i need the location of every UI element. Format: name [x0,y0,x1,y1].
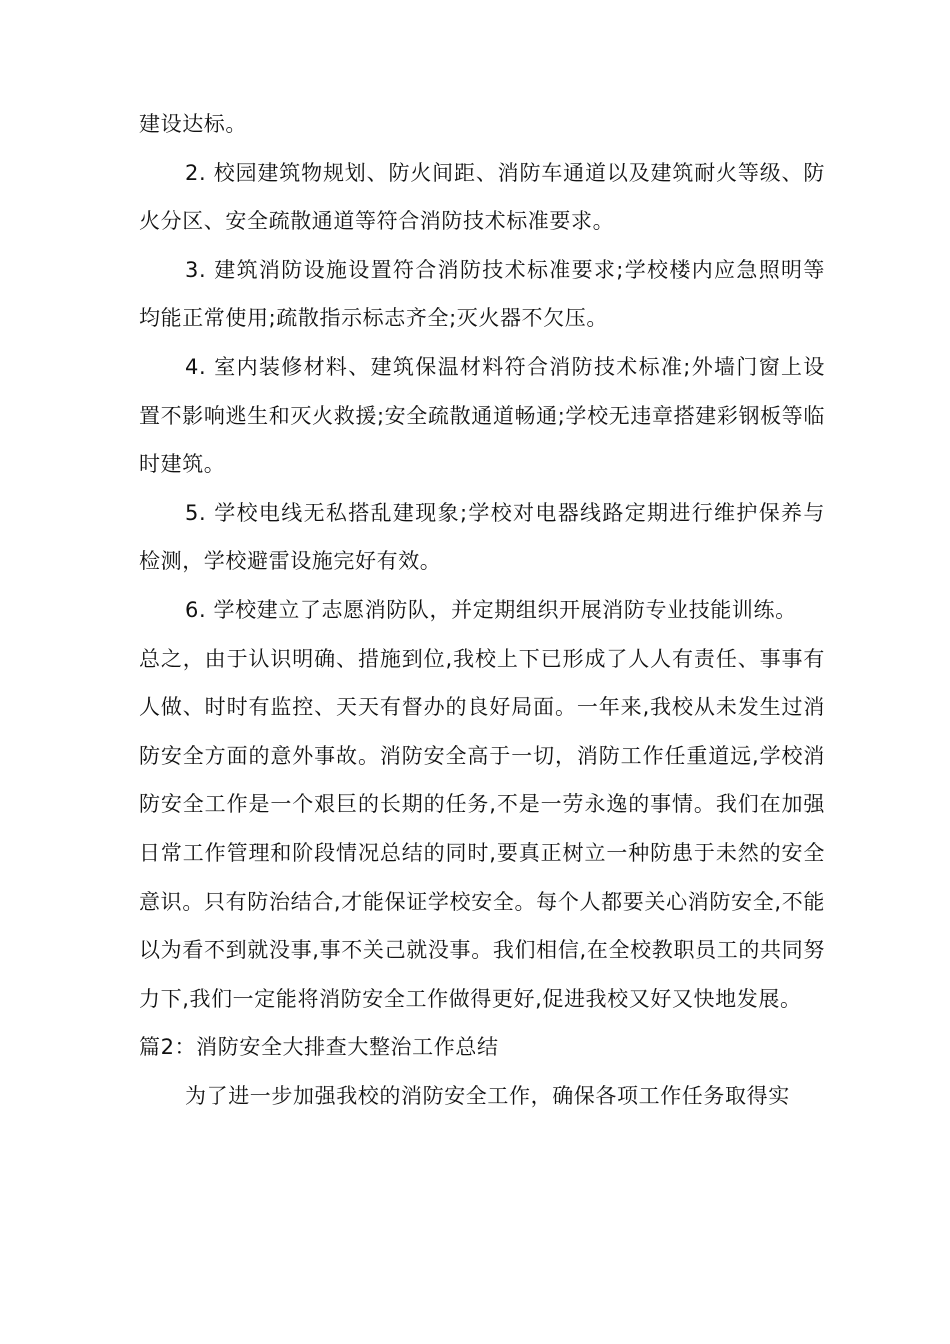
intro-paragraph: 为了进一步加强我校的消防安全工作，确保各项工作任务取得实 [185,1083,790,1108]
list-item-4: 4. 室内装修材料、建筑保温材料符合消防技术标准;外墙门窗上设置不影响逃生和灭火救援;安全疏散通道畅通;学校无违章搭建彩钢板等临时建筑。 [139,354,825,477]
document-body [139,100,825,1120]
list-item-6: 6. 学校建立了志愿消防队，并定期组织开展消防专业技能训练。 [185,597,797,622]
list-item-3: 3. 建筑消防设施设置符合消防技术标准要求;学校楼内应急照明等均能正常使用;疏散指示标志齐全;灭火器不欠压。 [139,257,825,331]
summary-paragraph: 总之，由于认识明确、措施到位,我校上下已形成了人人有责任、事事有人做、时时有监控、天天有督办的良好局面。一年来,我校从未发生过消防安全方面的意外事故。消防安全高于一切，消防工作任重道远,学校消防安全工作是一个艰巨的长期的任务,不是一劳永逸的事情。我们在加强日常工作管理和阶段情况总结的同时,要真正树立一种防患于未然的安全意识。只有防治结合,才能保证学校安全。每个人都要关心消防安全,不能以为看不到就没事,事不关己就没事。我们相信,在全校教职员工的共同努力下,我们一定能将消防安全工作做得更好,促进我校又好又快地发展。 [139,646,825,1011]
paragraph-continuation: 建设达标。 [139,112,247,136]
section-heading: 篇2：消防安全大排查大整治工作总结 [139,1035,499,1060]
list-item-5: 5. 学校电线无私搭乱建现象;学校对电器线路定期进行维护保养与检测，学校避雷设施完好有效。 [139,500,825,574]
list-item-2: 2. 校园建筑物规划、防火间距、消防车通道以及建筑耐火等级、防火分区、安全疏散通道等符合消防技术标准要求。 [139,160,825,234]
